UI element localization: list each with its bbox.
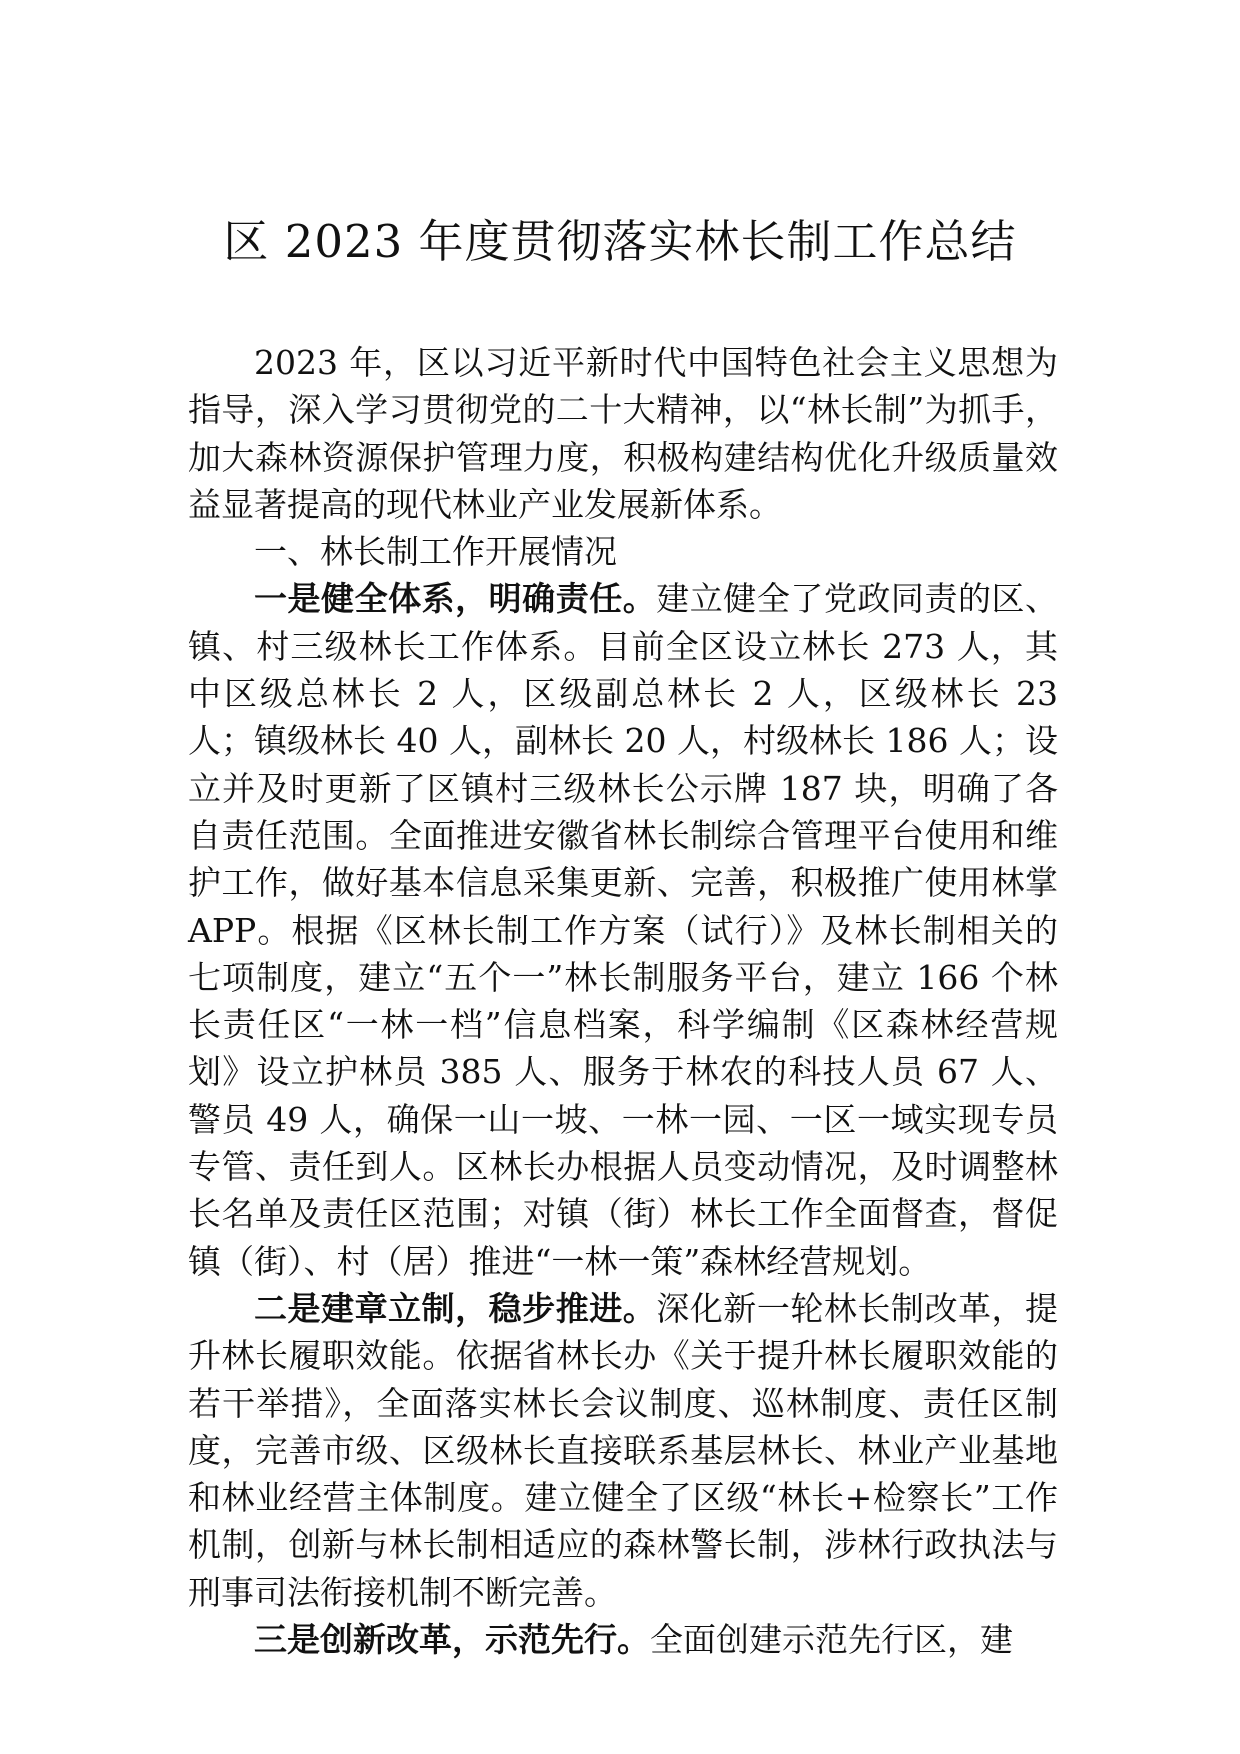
point-lead: 二是建章立制，稳步推进。 (254, 1288, 657, 1328)
document-title: 区 2023 年度贯彻落实林长制工作总结 (223, 215, 1017, 268)
point-paragraph-3 (188, 1616, 1058, 1663)
section-heading: 一、林长制工作开展情况 (254, 532, 617, 572)
point-paragraph-2 (188, 1285, 1058, 1616)
point-text: 全面创建示范先行区，建 (650, 1620, 1013, 1660)
point-paragraph-1 (188, 575, 1058, 1284)
document-body (188, 339, 1058, 1663)
point-text: 深化新一轮林长制改革，提升林长履职效能。依据省林长办《关于提升林长履职效能的若干举措》，全面落实林长会议制度、巡林制度、责任区制度，完善市级、区级林长直接联系基层林长、林业产业基地和林业经营主体制度。建立健全了区级“林长+检察长”工作机制，创新与林长制相适应的森林警长制，涉林行政执法与刑事司法衔接机制不断完善。 (188, 1288, 1059, 1612)
point-text: 建立健全了党政同责的区、镇、村三级林长工作体系。目前全区设立林长 273 人，其中区级总林长 2 人，区级副总林长 2 人，区级林长 23 人；镇级林长 40 人，副林长 20 人，村级林长 186 人；设立并及时更新了区镇村三级林长公示牌 187 块，明确了各自责任范围。全面推进安徽省林长制综合管理平台使用和维护工作，做好基本信息采集更新、完善，积极推广使用林掌 APP。根据《区林长制工作方案（试行）》及林长制相关的七项制度，建立“五个一”林长制服务平台，建立 166 个林长责任区“一林一档”信息档案，科学编制《区森林经营规划》设立护林员 385 人、服务于林农的科技人员 67 人、警员 49 人，确保一山一坡、一林一园、一区一域实现专员专管、责任到人。区林长办根据人员变动情况，及时调整林长名单及责任区范围；对镇（街）林长工作全面督查，督促镇（街）、村（居）推进“一林一策”森林经营规划。 (188, 579, 1059, 1281)
point-lead: 一是健全体系，明确责任。 (254, 579, 657, 619)
intro-paragraph: 2023 年，区以习近平新时代中国特色社会主义思想为指导，深入学习贯彻党的二十大精神，以“林长制”为抓手，加大森林资源保护管理力度，积极构建结构优化升级质量效益显著提高的现代林业产业发展新体系。 (188, 343, 1058, 524)
point-lead: 三是创新改革，示范先行。 (254, 1620, 650, 1660)
